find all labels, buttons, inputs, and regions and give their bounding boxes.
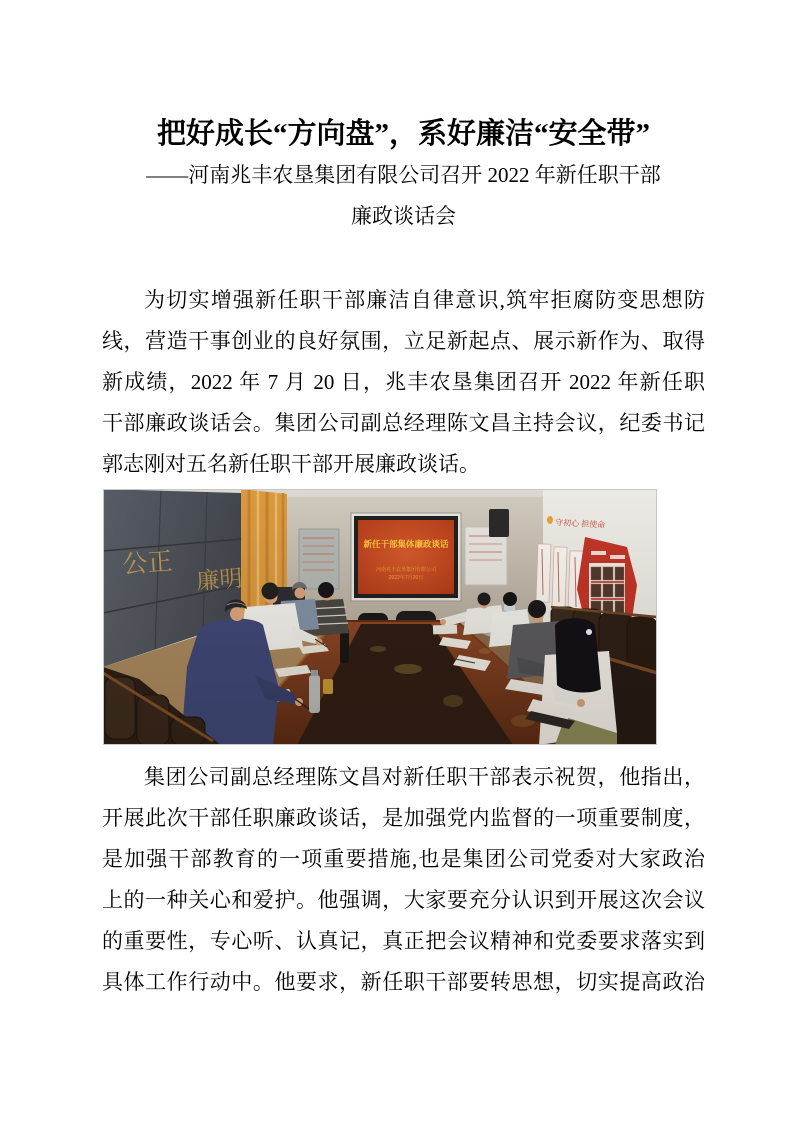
paragraph-2-line-2: 开展此次干部任职廉政谈话，是加强党内监督的一项重要制度， xyxy=(102,806,705,830)
paragraph-1 xyxy=(102,280,705,485)
meeting-photo xyxy=(103,489,657,745)
document-content xyxy=(102,0,705,1003)
article-title: 把好成长“方向盘”，系好廉洁“安全带” xyxy=(156,118,650,150)
photo-vignette xyxy=(103,489,657,745)
paragraph-2 xyxy=(102,757,705,1003)
article-subtitle-line1: ——河南兆丰农垦集团有限公司召开 2022 年新任职干部 xyxy=(146,163,661,187)
paragraph-2-line-3: 是加强干部教育的一项重要措施,也是集团公司党委对大家政治 xyxy=(102,847,705,871)
paragraph-1-line-4: 干部廉政谈话会。集团公司副总经理陈文昌主持会议，纪委书记 xyxy=(102,411,705,435)
article-subtitle-line2: 廉政谈话会 xyxy=(351,204,456,228)
meeting-photo-illustration xyxy=(103,489,657,745)
paragraph-1-line-1: 为切实增强新任职干部廉洁自律意识,筑牢拒腐防变思想防 xyxy=(144,288,705,312)
paragraph-1-line-2: 线，营造干事创业的良好氛围，立足新起点、展示新作为、取得 xyxy=(102,329,705,353)
paragraph-2-line-1: 集团公司副总经理陈文昌对新任职干部表示祝贺，他指出， xyxy=(144,765,705,789)
paragraph-1-line-5: 郭志刚对五名新任职干部开展廉政谈话。 xyxy=(102,452,480,476)
paragraph-2-line-4: 上的一种关心和爱护。他强调，大家要充分认识到开展这次会议 xyxy=(102,888,705,912)
paragraph-2-line-6: 具体工作行动中。他要求，新任职干部要转思想，切实提高政治 xyxy=(102,970,705,994)
spacer xyxy=(102,237,705,280)
paragraph-1-line-3: 新成绩，2022 年 7 月 20 日，兆丰农垦集团召开 2022 年新任职 xyxy=(102,370,705,394)
paragraph-2-line-5: 的重要性，专心听、认真记，真正把会议精神和党委要求落实到 xyxy=(102,929,705,953)
